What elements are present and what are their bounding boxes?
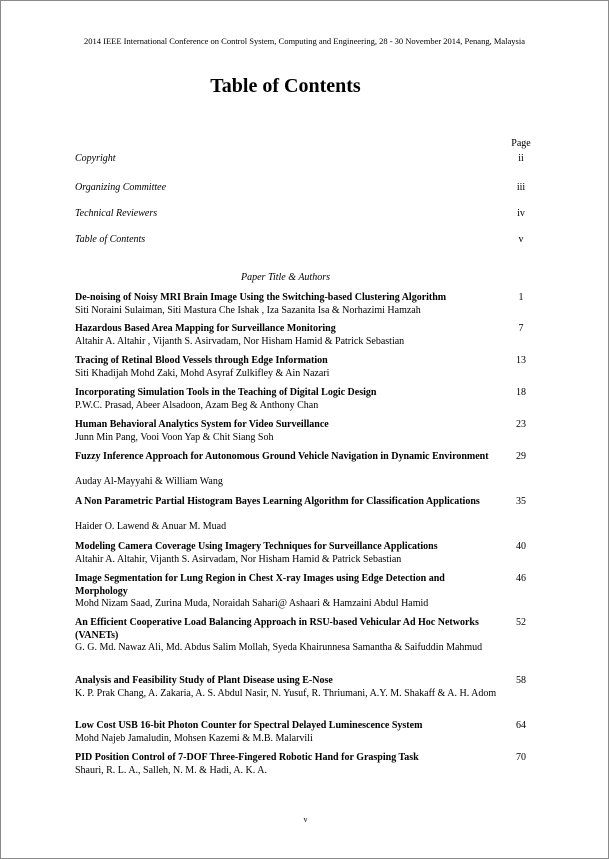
paper-page-number: 46 [516,573,526,584]
paper-page-number: 18 [516,387,526,398]
paper-title: Modeling Camera Coverage Using Imagery Techniques for Surveillance Applications [75,541,438,552]
paper-title: Hazardous Based Area Mapping for Surveillance Monitoring [75,323,336,334]
front-matter-page: iii [516,182,526,193]
paper-page-number: 29 [516,451,526,462]
front-matter-page: iv [517,208,525,219]
paper-authors: Shauri, R. L. A., Salleh, N. M. & Hadi, A. K. A. [75,764,267,776]
front-matter-page: ii [518,153,524,164]
paper-page-number: 58 [516,675,526,686]
papers-section-heading: Paper Title & Authors [241,272,330,283]
paper-page-number: 70 [516,752,526,763]
paper-page-number: 7 [518,323,524,334]
front-matter-label: Copyright [75,153,116,164]
paper-page-number: 23 [516,419,526,430]
paper-title: An Efficient Cooperative Load Balancing Approach in RSU-based Vehicular Ad Hoc Networks (VANETs) [75,617,479,641]
paper-authors: Siti Khadijah Mohd Zaki, Mohd Asyraf Zulkifley & Ain Nazari [75,367,330,379]
front-matter-label: Organizing Committee [75,182,167,193]
paper-authors: P.W.C. Prasad, Abeer Alsadoon, Azam Beg & Anthony Chan [75,399,319,411]
front-matter-label: Table of Contents [75,234,146,245]
paper-title: Human Behavioral Analytics System for Video Surveillance [75,419,329,430]
paper-page-number: 1 [518,292,524,303]
paper-authors: Auday Al-Mayyahi & William Wang [75,476,223,487]
paper-title: De-noising of Noisy MRI Brain Image Using the Switching-based Clustering Algorithm [75,292,447,303]
conference-header: 2014 IEEE International Conference on Control System, Computing and Engineering, 28 - 30 November 2014, Penang, Malaysia [84,36,525,46]
paper-page-number: 64 [516,720,526,731]
paper-title: A Non Parametric Partial Histogram Bayes Learning Algorithm for Classification Applications [75,496,480,507]
paper-page-number: 52 [516,617,526,628]
front-matter-item [1,153,608,167]
paper-authors: Siti Noraini Sulaiman, Siti Mastura Che Ishak , Iza Sazanita Isa & Norhazimi Hamzah [75,304,421,316]
page-column-heading: Page [511,138,531,149]
paper-authors: Altahir A. Altahir , Vijanth S. Asirvadam, Nor Hisham Hamid & Patrick Sebastian [75,335,405,347]
paper-authors: G. G. Md. Nawaz Ali, Md. Abdus Salim Mollah, Syeda Khairunnesa Samantha & Saifuddin Mahmud [75,642,483,653]
paper-page-number: 35 [516,496,526,507]
paper-title: Fuzzy Inference Approach for Autonomous Ground Vehicle Navigation in Dynamic Environment [75,451,489,462]
front-matter-item [1,182,608,196]
page-title: Table of Contents [210,75,361,97]
paper-authors: K. P. Prak Chang, A. Zakaria, A. S. Abdul Nasir, N. Yusuf, R. Thriumani, A.Y. M. Shakaff & A. H. Adom [75,687,497,699]
paper-title: Low Cost USB 16-bit Photon Counter for Spectral Delayed Luminescence System [75,720,423,731]
paper-authors: Mohd Nizam Saad, Zurina Muda, Noraidah Sahari@ Ashaari & Hamzaini Abdul Hamid [75,598,429,609]
paper-title: Tracing of Retinal Blood Vessels through Edge Information [75,355,328,366]
paper-page-number: 13 [516,355,526,366]
paper-page-number: 40 [516,541,526,552]
paper-title: Analysis and Feasibility Study of Plant Disease using E-Nose [75,675,333,686]
front-matter-page: v [518,234,524,245]
paper-authors: Junn Min Pang, Vooi Voon Yap & Chit Siang Soh [75,431,274,443]
paper-title: Image Segmentation for Lung Region in Chest X-ray Images using Edge Detection and Morphology [75,573,445,597]
paper-authors: Altahir A. Altahir, Vijanth S. Asirvadam, Nor Hisham Hamid & Patrick Sebastian [75,553,402,565]
front-matter-label: Technical Reviewers [75,208,158,219]
paper-authors: Haider O. Lawend & Anuar M. Muad [75,521,227,532]
paper-title: PID Position Control of 7-DOF Three-Fingered Robotic Hand for Grasping Task [75,752,419,763]
paper-authors: Mohd Najeb Jamaludin, Mohsen Kazemi & M.B. Malarvili [75,732,313,744]
paper-title: Incorporating Simulation Tools in the Teaching of Digital Logic Design [75,387,377,398]
front-matter-item [1,208,608,222]
footer-page-number: v [303,815,308,824]
front-matter-item [1,234,608,248]
